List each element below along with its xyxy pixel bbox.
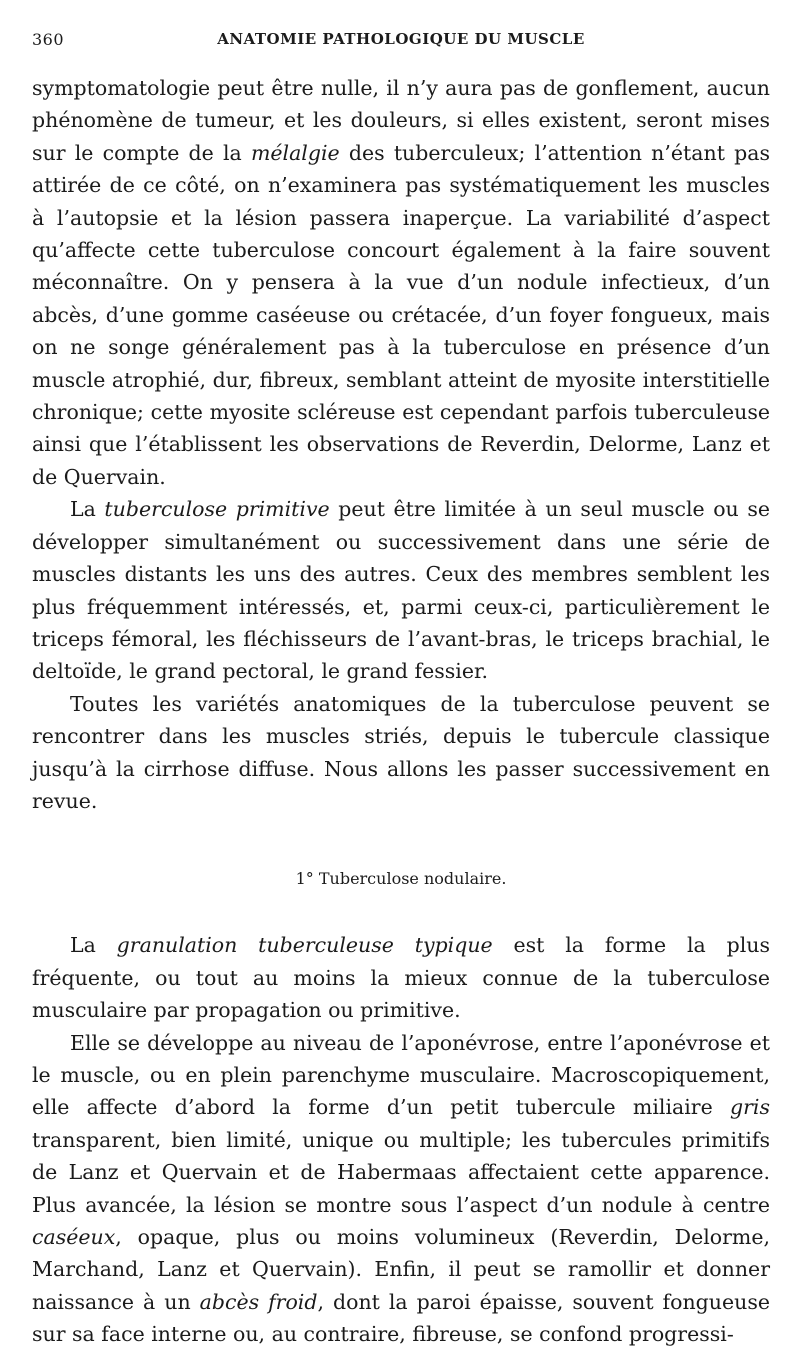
paragraphs-before-heading [32, 72, 770, 817]
running-head [32, 30, 770, 58]
text-run: transparent, bien limité, unique ou multiple; les tubercules primitifs de Lanz et Quervain et de Habermaas affectaient cette apparence. Plus avancée, la lésion se montre sous l’aspect d’un nodule à centre [32, 1127, 770, 1217]
italic-text: mélalgie [250, 140, 340, 165]
text-run: , dont la paroi épaisse, souvent fongueuse sur sa face interne ou, au contraire, fibreuse, se confond progressi- [32, 1289, 770, 1347]
italic-text: tuberculose primitive [104, 497, 330, 522]
italic-text: granulation tuberculeuse typique [116, 933, 493, 958]
paragraph [32, 72, 770, 493]
paragraph [32, 493, 770, 687]
text-run: peut être limitée à un seul muscle ou se développer simultanément ou successivement dans une série de muscles distants les uns des autres. Ceux des membres semblent les plus fréquemment intéressés, et, parmi ceux-ci, particulièrement le triceps fémoral, les fléchisseurs de l’avant-bras, le triceps brachial, le deltoïde, le grand pectoral, le grand fessier. [32, 497, 770, 684]
text-run: Elle se développe au niveau de l’aponévrose, entre l’aponévrose et le muscle, ou en plein parenchyme musculaire. Macroscopiquement, elle affecte d’abord la forme d’un petit tubercule miliaire [32, 1030, 770, 1120]
text-run: symptomatologie peut être nulle, il n’y aura pas de gonflement, aucun phénomène de tumeur, et les douleurs, si elles existent, seront mises sur le compte de la [32, 76, 770, 165]
paragraph [32, 688, 770, 818]
running-title: ANATOMIE PATHOLOGIQUE DU MUSCLE [217, 30, 585, 48]
section-heading: 1° Tuberculose nodulaire. [295, 869, 507, 889]
text-run: Toutes les variétés anatomiques de la tuberculose peuvent se rencontrer dans les muscles striés, depuis le tubercule classique jusqu’à la cirrhose diffuse. Nous allons les passer successivement en revue. [32, 691, 770, 813]
body-text [32, 72, 770, 1351]
text-run: est la forme la plus fréquente, ou tout au moins la mieux connue de la tuberculose musculaire par propagation ou primitive. [32, 933, 770, 1023]
paragraph [32, 1027, 770, 1351]
paragraph [32, 929, 770, 1026]
text-run: , opaque, plus ou moins volumineux (Reverdin, Delorme, Marchand, Lanz et Quervain). Enfin, il peut se ramollir et donner naissance à un [32, 1225, 770, 1314]
italic-text: caséeux [32, 1225, 116, 1249]
text-run: des tuberculeux; l’attention n’étant pas attirée de ce côté, on n’examinera pas systématiquement les muscles à l’autopsie et la lésion passera inaperçue. La variabilité d’aspect qu’affecte cette tuberculose concourt également à la faire souvent méconnaître. On y pensera à la vue d’un nodule infectieux, d’un abcès, d’une gomme caséeuse ou crétacée, d’un foyer fongueux, mais on ne songe généralement pas à la tuberculose en présence d’un muscle atrophié, dur, fibreux, semblant atteint de myosite interstitielle chronique; cette myosite scléreuse est cependant parfois tuberculeuse ainsi que l’établissent les observations de Reverdin, Delorme, Lanz et de Quervain. [32, 140, 770, 489]
italic-text: abcès froid [199, 1289, 318, 1314]
page-number: 360 [32, 30, 65, 49]
italic-text: gris [730, 1095, 770, 1120]
text-run: La [70, 497, 105, 522]
paragraphs-after-heading [32, 929, 770, 1350]
text-run: La [70, 933, 117, 958]
